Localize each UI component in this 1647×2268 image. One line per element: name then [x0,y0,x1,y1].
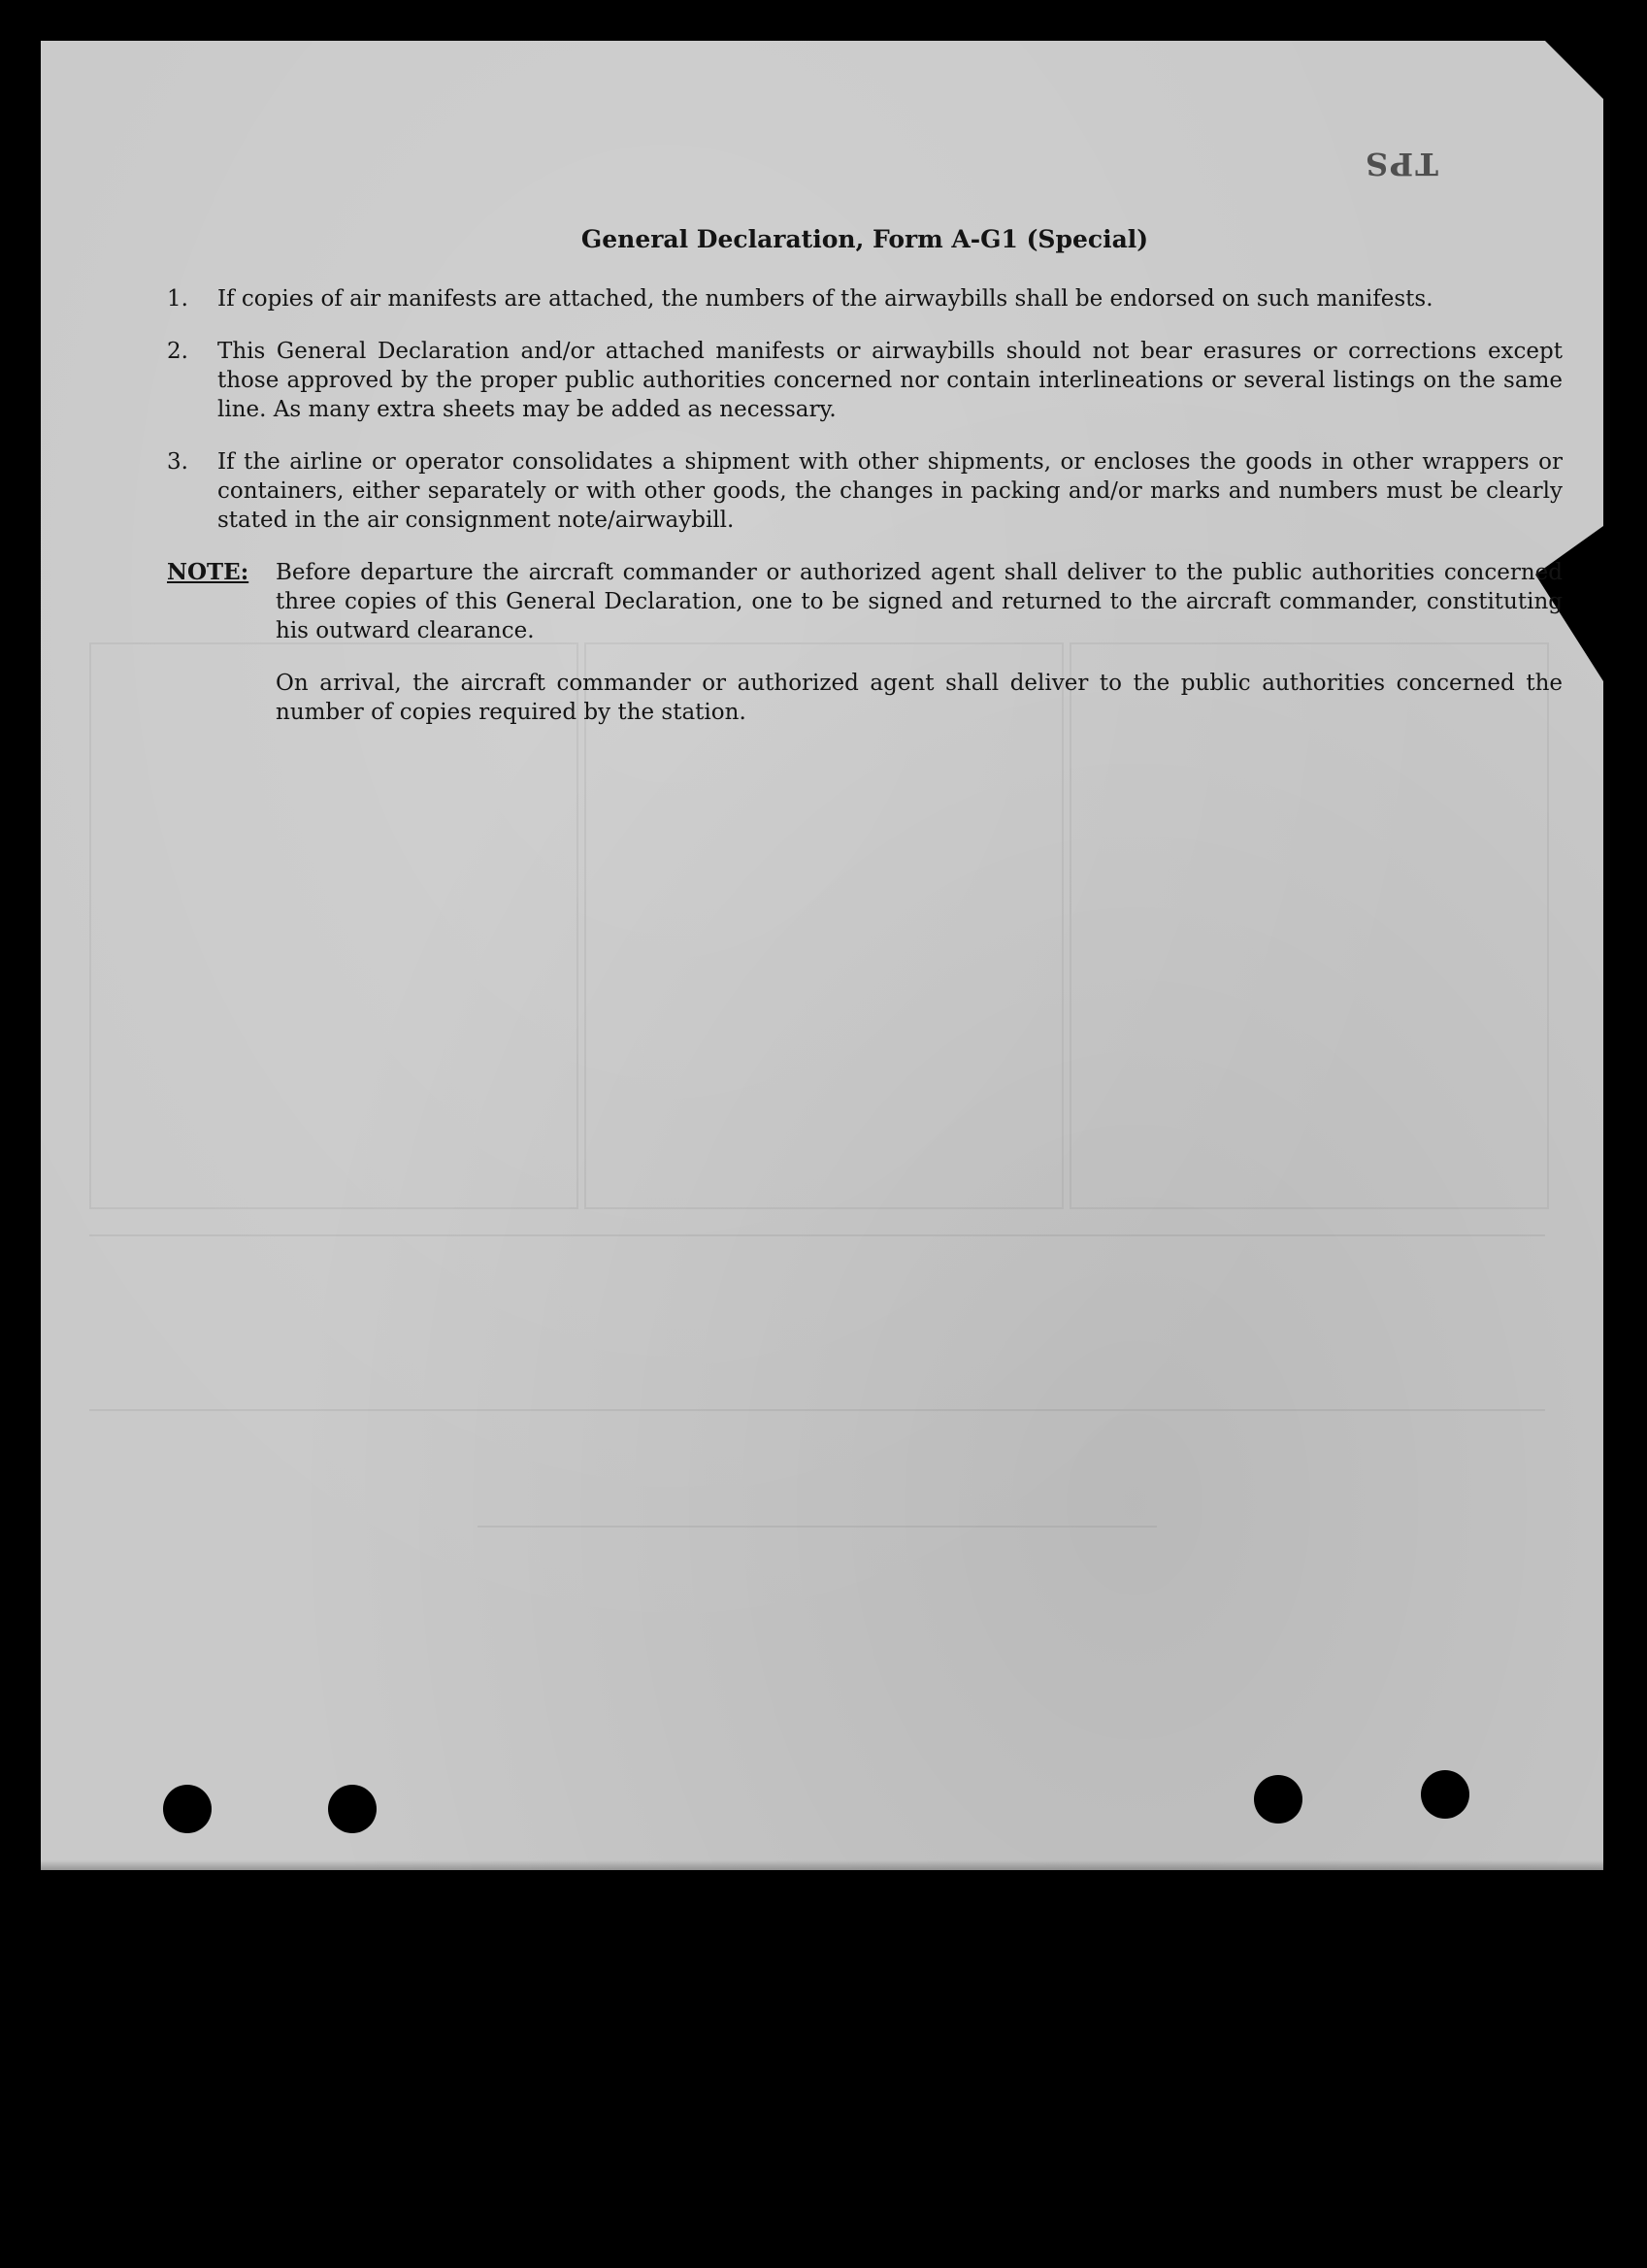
punch-hole-3 [1254,1775,1302,1824]
item-number: 2. [167,339,188,364]
punch-hole-4 [1421,1770,1469,1819]
folded-corner [1545,41,1603,99]
note-section [167,558,1563,750]
note-label: NOTE: [167,559,249,585]
bleed-through-line-2 [89,1409,1545,1411]
instruction-item-1 [167,284,1563,313]
item-number: 3. [167,449,188,475]
instruction-item-3 [167,447,1563,535]
item-text: If the airline or operator consolidates a shipment with other shipments, or encloses the goods in other wrappers or containers, either separately or with other goods, the changes in packing and/or marks and numbers must be clearly stated in the air consignment note/airwaybill. [217,449,1563,533]
paper-bottom-edge [41,1860,1603,1870]
paper-sheet [41,41,1603,1870]
bleed-through-line-3 [478,1526,1157,1528]
item-text: This General Declaration and/or attached manifests or airwaybills should not bear erasures or corrections except those approved by the proper public authorities concerned nor contain interlineations or several listings on the same line. As many extra sheets may be added as necessary. [217,339,1563,422]
item-text: If copies of air manifests are attached, the numbers of the airwaybills shall be endorsed on such manifests. [217,286,1433,312]
bleed-through-line-1 [89,1234,1545,1236]
punch-hole-1 [163,1785,212,1833]
instruction-item-2 [167,337,1563,424]
item-number: 1. [167,286,188,312]
page-title: General Declaration, Form A-G1 (Special) [580,225,1149,253]
note-body [276,558,1563,750]
instructions-content [167,225,1563,750]
note-paragraph-2: On arrival, the aircraft commander or authorized agent shall deliver to the public authorities concerned the number of copies required by the station. [276,671,1563,725]
page-stamp: TPS [1364,146,1438,182]
note-paragraph-1: Before departure the aircraft commander or authorized agent shall deliver to the public authorities concerned three copies of this General Declaration, one to be signed and returned to the aircraft commander, constituting his outward clearance. [276,560,1563,643]
punch-hole-2 [328,1785,377,1833]
